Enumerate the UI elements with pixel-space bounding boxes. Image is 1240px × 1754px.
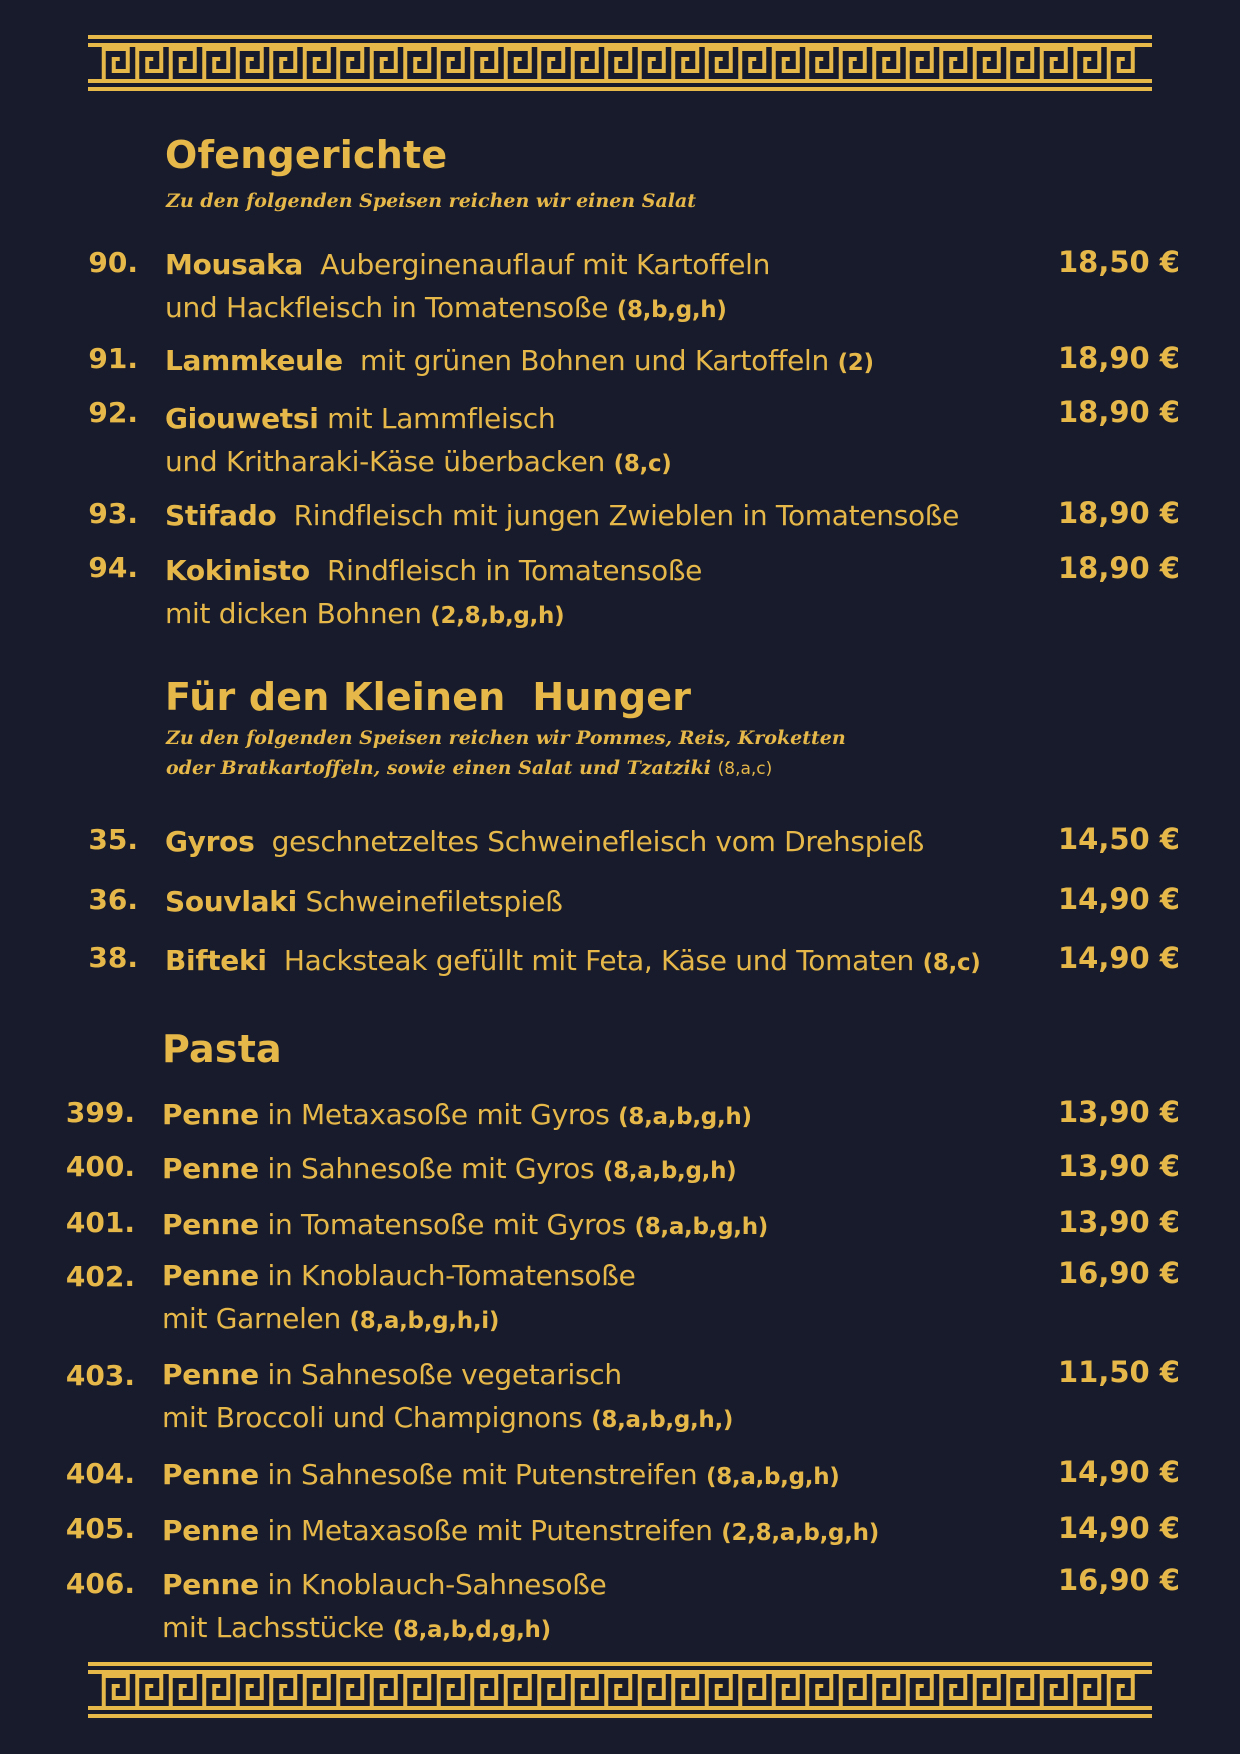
item-price: 13,90 €	[1057, 1149, 1180, 1183]
dish-text-line2: mit dicken Bohnen	[165, 597, 422, 630]
item-price: 14,90 €	[1057, 941, 1180, 975]
item-number: 405.	[65, 1512, 135, 1545]
dish-name: Giouwetsi	[165, 402, 319, 435]
dish-text: in Knoblauch-Sahnesoße	[267, 1568, 607, 1601]
dish-text: in Sahnesoße vegetarisch	[267, 1358, 622, 1391]
subtitle-line-text: oder Bratkartoffeln, sowie einen Salat und Tzatziki	[166, 757, 711, 779]
dish-text: mit Lammfleisch	[327, 402, 556, 435]
item-description	[162, 1563, 606, 1652]
dish-name: Stifado	[165, 499, 277, 532]
item-number: 35.	[88, 823, 138, 856]
subtitle-line	[166, 753, 846, 784]
item-price: 13,90 €	[1057, 1205, 1180, 1239]
dish-text: in Sahnesoße mit Putenstreifen	[267, 1458, 698, 1491]
allergen-codes: (8,a,b,g,h,)	[591, 1407, 734, 1433]
subtitle-allergen-codes: (8,a,c)	[717, 759, 773, 779]
item-description	[162, 1147, 736, 1193]
dish-name: Penne	[162, 1514, 259, 1547]
item-price: 18,50 €	[1057, 245, 1180, 279]
allergen-codes: (8,a,b,g,h)	[634, 1214, 768, 1240]
subtitle-line: Zu den folgenden Speisen reichen wir einen Salat	[166, 190, 697, 212]
item-number: 92.	[88, 396, 138, 429]
item-description	[165, 397, 672, 486]
item-description	[165, 494, 959, 537]
allergen-codes: (8,a,b,g,h)	[705, 1464, 840, 1490]
dish-text: in Metaxasoße mit Gyros	[267, 1098, 610, 1131]
dish-name: Souvlaki	[165, 885, 297, 918]
item-description	[162, 1203, 768, 1249]
item-number: 400.	[65, 1150, 135, 1183]
dish-name: Kokinisto	[165, 554, 310, 587]
dish-name: Penne	[162, 1208, 259, 1241]
dish-text: geschnetzeltes Schweinefleisch vom Drehspieß	[271, 825, 924, 858]
item-price: 18,90 €	[1057, 395, 1180, 429]
dish-text-line2: mit Broccoli und Champignons	[162, 1401, 583, 1434]
allergen-codes: (8,a,b,g,h)	[602, 1158, 737, 1184]
item-number: 402.	[65, 1260, 135, 1293]
item-number: 93.	[88, 497, 138, 530]
item-price: 13,90 €	[1057, 1095, 1180, 1129]
allergen-codes: (2,8,a,b,g,h)	[721, 1520, 879, 1546]
item-price: 14,50 €	[1057, 822, 1180, 856]
allergen-codes: (8,a,b,d,g,h)	[392, 1617, 551, 1643]
dish-text-line2: und Hackfleisch in Tomatensoße	[165, 291, 609, 324]
item-description	[162, 1093, 752, 1139]
allergen-codes: (8,c)	[613, 451, 672, 477]
dish-name: Penne	[162, 1259, 259, 1292]
item-price: 14,90 €	[1057, 882, 1180, 916]
dish-name: Penne	[162, 1098, 259, 1131]
item-number: 94.	[88, 551, 138, 584]
section-title-ofengerichte: Ofengerichte	[165, 133, 448, 177]
greek-key-border-icon	[88, 1662, 1152, 1718]
dish-name: Penne	[162, 1458, 259, 1491]
item-description	[165, 549, 702, 638]
item-price: 16,90 €	[1057, 1563, 1180, 1597]
greek-key-border-bottom	[88, 1662, 1152, 1718]
item-price: 18,90 €	[1057, 551, 1180, 585]
item-number: 404.	[65, 1457, 135, 1490]
greek-key-border-top	[88, 35, 1152, 91]
dish-text: Auberginenauflauf mit Kartoffeln	[320, 248, 771, 281]
greek-key-border-icon	[88, 35, 1152, 91]
allergen-codes: (2,8,b,g,h)	[430, 603, 565, 629]
dish-text: in Sahnesoße mit Gyros	[267, 1152, 595, 1185]
dish-text: Rindfleisch in Tomatensoße	[326, 554, 703, 587]
item-number: 36.	[88, 883, 138, 916]
section-title-pasta: Pasta	[162, 1027, 282, 1071]
subtitle-line: Zu den folgenden Speisen reichen wir Pommes, Reis, Kroketten	[166, 727, 846, 749]
allergen-codes: (8,c)	[922, 950, 981, 976]
item-price: 16,90 €	[1057, 1256, 1180, 1290]
item-description	[165, 880, 563, 923]
item-price: 14,90 €	[1057, 1511, 1180, 1545]
item-description	[165, 243, 770, 332]
dish-text-line2: mit Lachsstücke	[162, 1611, 385, 1644]
item-price: 18,90 €	[1057, 341, 1180, 375]
item-price: 14,90 €	[1057, 1455, 1180, 1489]
item-number: 399.	[65, 1096, 135, 1129]
item-number: 90.	[88, 246, 138, 279]
item-description	[165, 820, 924, 863]
dish-name: Bifteki	[165, 944, 267, 977]
item-description	[165, 339, 874, 385]
item-description	[162, 1453, 839, 1499]
dish-text: Rindfleisch mit jungen Zwieblen in Tomatensoße	[293, 499, 960, 532]
allergen-codes: (8,a,b,g,h,i)	[349, 1308, 500, 1334]
item-price: 11,50 €	[1057, 1355, 1180, 1389]
item-number: 38.	[88, 941, 138, 974]
section-subtitle	[166, 186, 696, 216]
dish-name: Penne	[162, 1358, 259, 1391]
dish-name: Mousaka	[165, 248, 304, 281]
allergen-codes: (2)	[837, 350, 874, 376]
dish-text: in Tomatensoße mit Gyros	[267, 1208, 626, 1241]
dish-text: in Metaxasoße mit Putenstreifen	[267, 1514, 713, 1547]
dish-text: mit grünen Bohnen und Kartoffeln	[359, 344, 829, 377]
item-description	[165, 939, 981, 985]
dish-name: Gyros	[165, 825, 255, 858]
item-number: 91.	[88, 342, 138, 375]
item-description	[162, 1353, 733, 1442]
dish-text-line2: mit Garnelen	[162, 1302, 341, 1335]
item-price: 18,90 €	[1057, 496, 1180, 530]
dish-name: Lammkeule	[165, 344, 343, 377]
allergen-codes: (8,b,g,h)	[616, 297, 727, 323]
dish-name: Penne	[162, 1568, 259, 1601]
allergen-codes: (8,a,b,g,h)	[618, 1104, 752, 1130]
dish-text: Schweinefiletspieß	[305, 885, 563, 918]
section-subtitle	[166, 723, 846, 784]
item-number: 401.	[65, 1206, 135, 1239]
item-number: 406.	[65, 1567, 135, 1600]
dish-name: Penne	[162, 1152, 259, 1185]
item-description	[162, 1509, 879, 1555]
section-title-kleinen-hunger: Für den Kleinen Hunger	[165, 675, 692, 719]
dish-text: Hacksteak gefüllt mit Feta, Käse und Tomaten	[283, 944, 914, 977]
item-number: 403.	[65, 1359, 135, 1392]
dish-text-line2: und Kritharaki-Käse überbacken	[165, 445, 605, 478]
item-description	[162, 1254, 636, 1343]
dish-text: in Knoblauch-Tomatensoße	[267, 1259, 636, 1292]
